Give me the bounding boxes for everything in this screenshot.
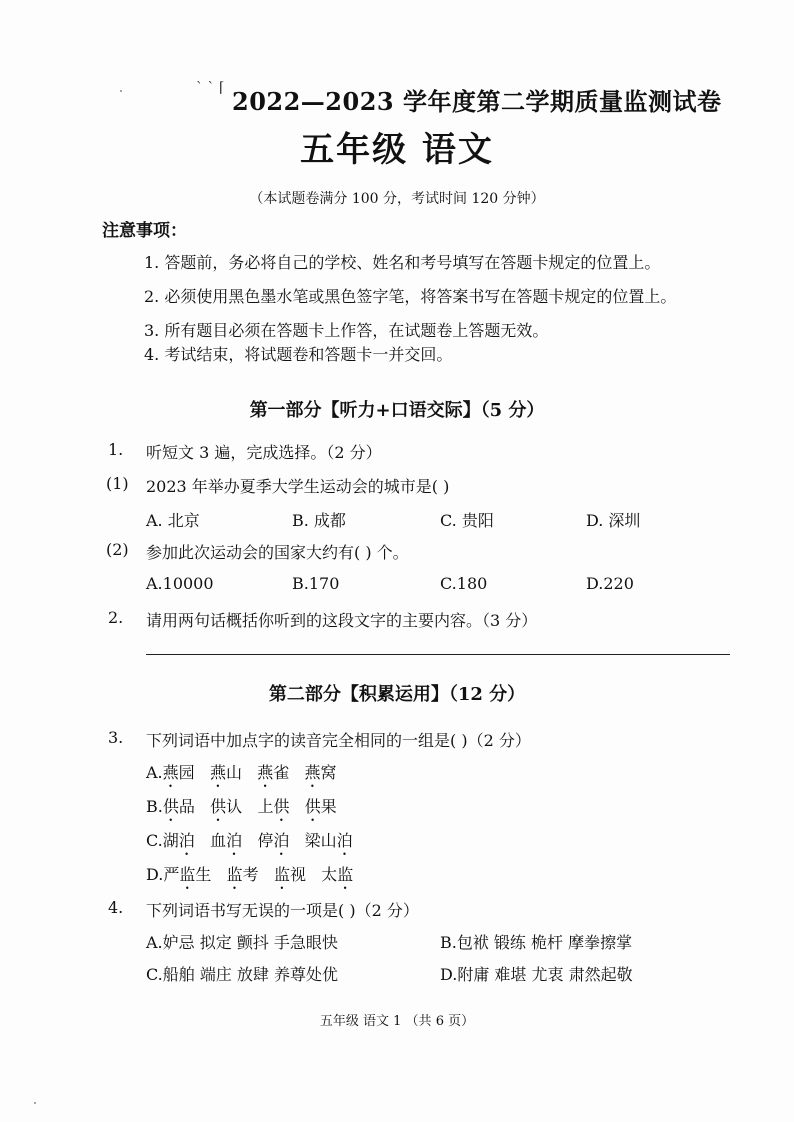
part1-heading: 第一部分【听力+口语交际】（5 分）	[249, 400, 545, 421]
word: 湖泊	[162, 831, 195, 850]
word: 燕窝	[304, 763, 337, 782]
word: 供认	[210, 797, 243, 816]
question-text: 下列词语书写无误的一项是( )（2 分）	[146, 901, 419, 920]
question-text: 听短文 3 遍，完成选择。（2 分）	[146, 443, 382, 462]
q3-option-b	[146, 794, 337, 825]
question-number: 2.	[108, 608, 124, 627]
option-d: D. 深圳	[586, 511, 641, 530]
word: 上供	[257, 797, 290, 816]
exam-title: 2022—2023 学年度第二学期质量监测试卷	[232, 87, 722, 116]
scan-speck	[34, 1102, 36, 1104]
option-c: C. 贵阳	[440, 511, 494, 530]
option-prefix: A.	[146, 763, 163, 782]
q4-option-d: D.附庸 难堪 尤衷 肃然起敬	[440, 965, 633, 984]
scan-mark: ` ` ⌈	[196, 80, 225, 96]
answer-line	[146, 654, 730, 655]
option-a: A.10000	[146, 574, 214, 593]
option-d: D.220	[586, 574, 634, 593]
subquestion-number: (2)	[106, 540, 129, 559]
option-c: C.180	[440, 574, 488, 593]
word: 监考	[226, 865, 259, 884]
word: 燕园	[162, 763, 195, 782]
word: 供品	[162, 797, 195, 816]
notice-heading: 注意事项：	[102, 221, 187, 241]
question-text: 下列词语中加点字的读音完全相同的一组是( )（2 分）	[146, 731, 531, 750]
word: 太监	[321, 865, 354, 884]
grade-subject-title: 五年级 语文	[300, 130, 494, 170]
q3-option-c	[146, 828, 353, 859]
subquestion-text: 参加此次运动会的国家大约有( ) 个。	[146, 543, 409, 562]
question-number: 4.	[108, 898, 124, 917]
word: 严监生	[163, 865, 212, 884]
subquestion-text: 2023 年举办夏季大学生运动会的城市是( )	[146, 477, 450, 496]
question-number: 1.	[108, 440, 124, 459]
q4-option-b: B.包袱 锻练 桅杆 摩拳擦掌	[440, 933, 633, 952]
word: 停泊	[257, 831, 290, 850]
exam-info: （本试题卷满分 100 分，考试时间 120 分钟）	[249, 191, 545, 207]
option-b: B.170	[292, 574, 340, 593]
question-number: 3.	[108, 728, 124, 747]
word: 监视	[273, 865, 306, 884]
word: 血泊	[210, 831, 243, 850]
notice-item: 1. 答题前，务必将自己的学校、姓名和考号填写在答题卡规定的位置上。	[144, 253, 661, 272]
word: 梁山泊	[304, 831, 353, 850]
scan-speck	[120, 90, 122, 92]
notice-item: 4. 考试结束，将试题卷和答题卡一并交回。	[144, 345, 453, 364]
word: 燕山	[209, 763, 242, 782]
notice-item: 3. 所有题目必须在答题卡上作答，在试题卷上答题无效。	[144, 321, 549, 340]
subquestion-number: (1)	[106, 474, 129, 493]
q3-option-d	[146, 862, 353, 893]
word: 供果	[304, 797, 337, 816]
option-b: B. 成都	[292, 511, 346, 530]
word: 燕雀	[257, 763, 290, 782]
option-prefix: B.	[146, 797, 163, 816]
question-text: 请用两句话概括你听到的这段文字的主要内容。（3 分）	[146, 611, 538, 630]
notice-item: 2. 必须使用黑色墨水笔或黑色签字笔，将答案书写在答题卡规定的位置上。	[144, 287, 677, 306]
q4-option-c: C.船舶 端庄 放肆 养尊处优	[146, 965, 339, 984]
option-prefix: D.	[146, 865, 164, 884]
option-a: A. 北京	[146, 511, 200, 530]
q3-option-a	[146, 760, 337, 791]
q4-option-a: A.妒忌 拟定 颤抖 手急眼快	[146, 933, 338, 952]
page-footer: 五年级 语文 1 （共 6 页）	[319, 1014, 475, 1029]
option-prefix: C.	[146, 831, 163, 850]
part2-heading: 第二部分【积累运用】（12 分）	[268, 684, 526, 705]
